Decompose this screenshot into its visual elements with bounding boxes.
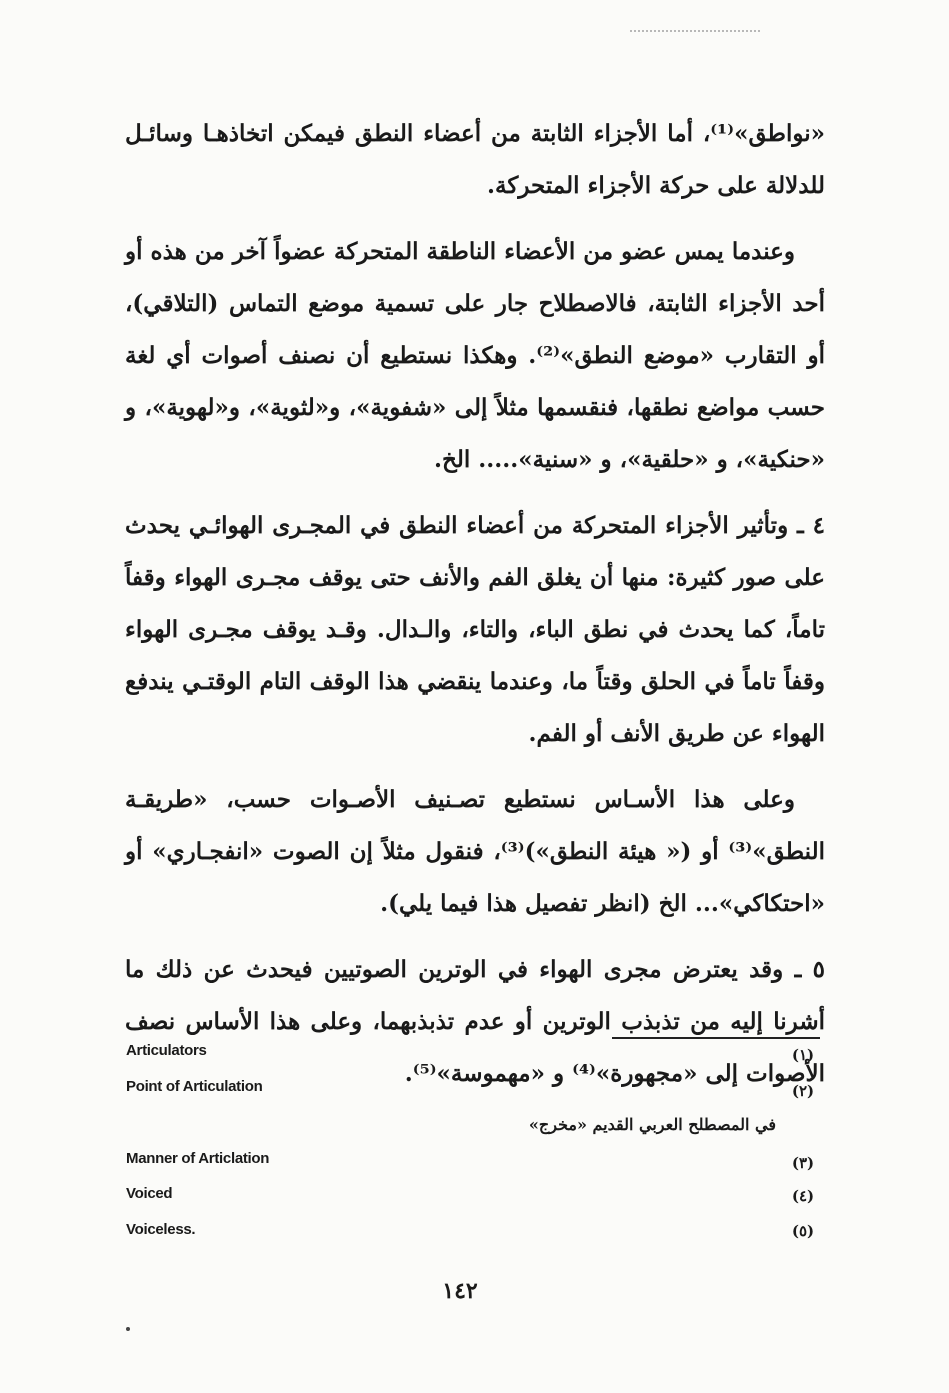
footnote-2-term: Point of Articulation <box>126 1078 263 1095</box>
footnote-5-term: Voiceless. <box>126 1221 196 1238</box>
paragraph-5: ٥ ـ وقد يعترض مجرى الهواء في الوترين الصوتيين فيحدث عن ذلك ما أشرنا إليه من تذبذب الوترين أو عدم تذبذبهما، وعلى هذا الأساس نصف الأصوات إلى «مجهورة»⁽⁴⁾ و «مهموسة»⁽⁵⁾. <box>125 956 825 1087</box>
footnote-4-term: Voiced <box>126 1185 173 1202</box>
paragraph-2: وعندما يمس عضو من الأعضاء الناطقة المتحركة عضواً آخر من هذه أو أحد الأجزاء الثابتة، فالاصطلاح جار على تسمية موضع التماس (التلاقي)، أو التقارب «موضع النطق»⁽²⁾. وهكذا نستطيع أن نصنف أصوات أي لغة حسب مواضع نطقها، فنقسمها مثلاً إلى «شفوية»، و«لثوية»، و«لهوية»، و «حنكية»، و «حلقية»، و «سنية»..... الخ. <box>125 238 825 473</box>
footnote-3-number: (٣) <box>791 1154 815 1172</box>
paragraph-1: «نواطق»⁽¹⁾، أما الأجزاء الثابتة من أعضاء النطق فيمكن اتخاذهـا وسائـل للدلالة على حركة الأجزاء المتحركة. <box>125 120 825 199</box>
main-text <box>125 108 825 1114</box>
scan-artifact-dots <box>630 30 760 36</box>
footnote-5-number: (٥) <box>791 1222 815 1240</box>
footnote-2-arabic-note: في المصطلح العربي القديم «مخرج» <box>528 1115 776 1134</box>
footnote-3-term: Manner of Articlation <box>126 1150 270 1167</box>
footnote-2-number: (٢) <box>791 1082 815 1100</box>
paragraph-4: وعلى هذا الأسـاس نستطيع تصـنيف الأصـوات حسب، «طريقـة النطق»⁽³⁾ أو (« هيئة النطق»)⁽³⁾، فنقول مثلاً إن الصوت «انفجـاري» أو «احتكاكي»... الخ (انظر تفصيل هذا فيما يلي). <box>125 786 825 917</box>
footnote-separator <box>612 1037 820 1039</box>
paragraph-3: ٤ ـ وتأثير الأجزاء المتحركة من أعضاء النطق في المجـرى الهوائـي يحدث على صور كثيرة: منها أن يغلق الفم والأنف حتى يوقف مجـرى الهواء وقفاً تاماً، كما يحدث في نطق الباء، والتاء، والـدال. وقـد يوقف مجـرى الهواء وقفاً تاماً في الحلق وقتاً ما، وعندما ينقضي هذا الوقف التام الوقتـي يندفع الهواء عن طريق الأنف أو الفم. <box>125 512 825 747</box>
footnote-1-number: (١) <box>791 1046 815 1064</box>
footnote-4-number: (٤) <box>791 1187 815 1205</box>
footnote-1-term: Articulators <box>126 1042 207 1059</box>
page-number: ١٤٢ <box>442 1278 478 1304</box>
scan-speck <box>126 1327 130 1331</box>
